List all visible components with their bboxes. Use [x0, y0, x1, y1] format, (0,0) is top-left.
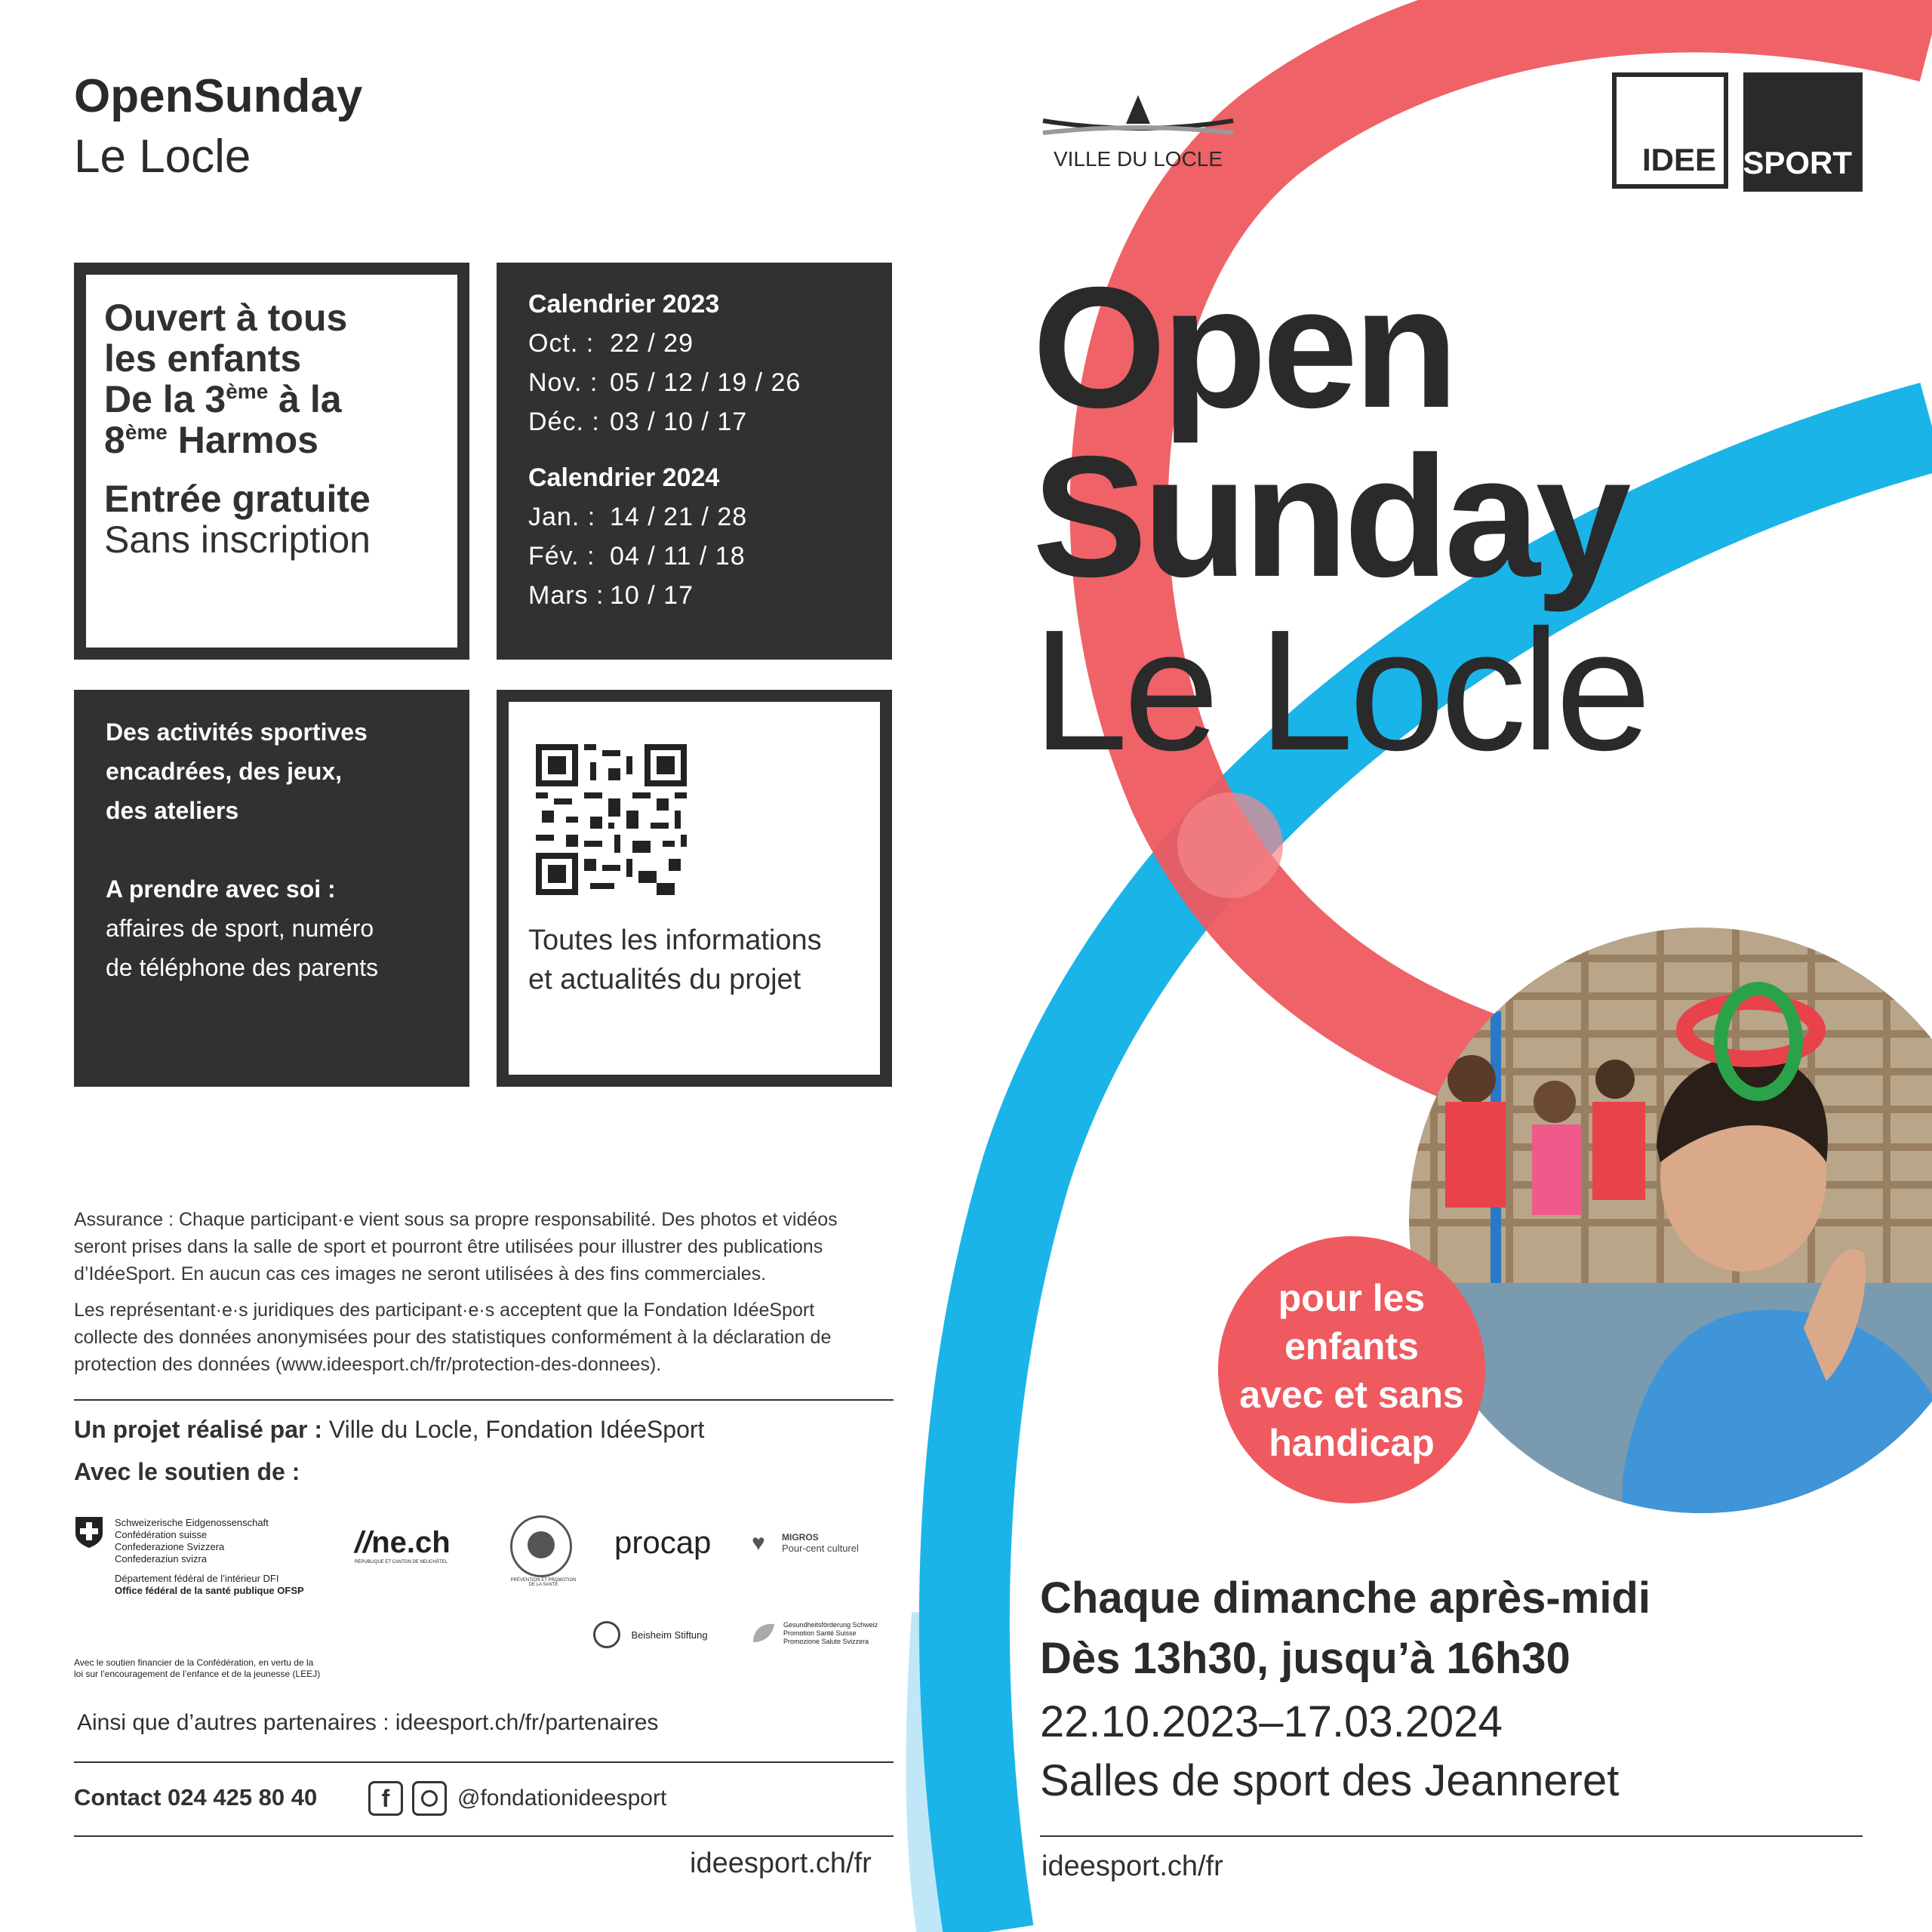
facebook-icon[interactable]: f [368, 1781, 403, 1816]
legal-text [74, 1206, 897, 1378]
legal-line: d’IdéeSport. En aucun cas ces images ne seront utilisées à des fins commerciales. [74, 1263, 767, 1284]
qr-code-icon[interactable] [536, 744, 687, 895]
confed-text: Schweizerische Eidgenossenschaft Confédération suisse Confederazione Svizzera Confederaziun svizra Département fédéral de l’intérieur DFI Office fédéral de la santé publique OFSP [115, 1517, 304, 1596]
partners-text: Ainsi que d’autres partenaires : ideesport.ch/fr/partenaires [77, 1710, 659, 1735]
hero-open: Open [1032, 252, 1454, 444]
idee-logo: IDEE [1612, 72, 1728, 189]
instagram-icon[interactable] [412, 1781, 447, 1816]
hero-city: Le Locle [1032, 595, 1647, 786]
divider [74, 1835, 894, 1837]
gesundheitsfoerderung-logo: Gesundheitsförderung Schweiz Promotion Santé Suisse Promozione Salute Svizzera [750, 1620, 777, 1651]
divider [1040, 1835, 1863, 1837]
sport-logo: SPORT [1743, 72, 1863, 192]
divider [74, 1399, 894, 1401]
schedule-venue: Salles de sport des Jeanneret [1040, 1756, 1620, 1805]
calendar-2023-title: Calendrier 2023 [528, 290, 720, 318]
prevention-logo: PRÉVENTION ET PROMOTION DE LA SANTÉ [510, 1515, 572, 1577]
no-registration: Sans inscription [104, 518, 371, 561]
schedule-dates: 22.10.2023–17.03.2024 [1040, 1697, 1503, 1746]
ring-overlap [1177, 792, 1283, 898]
divider [74, 1761, 894, 1763]
activities-line-1: Des activités sportives [106, 718, 368, 746]
procap-logo: procap [614, 1524, 712, 1560]
header-subtitle: Le Locle [74, 131, 251, 183]
legal-line: seront prises dans la salle de sport et pourront être utilisées pour illustrer des publications [74, 1236, 823, 1257]
legal-line: collecte des données anonymisées pour des statistiques conformément à la déclaration de [74, 1327, 832, 1348]
nech-logo: //ne.ch RÉPUBLIQUE ET CANTON DE NEUCHÂTEL [355, 1526, 451, 1564]
intro-line-2: les enfants [104, 337, 302, 380]
calendar-row: Nov. : 05 / 12 / 19 / 26 [528, 368, 801, 397]
intro-line-3: De la 3ème à la [104, 378, 342, 420]
qr-caption: Toutes les informations et actualités du projet [528, 924, 822, 995]
calendar-row: Jan. : 14 / 21 / 28 [528, 503, 748, 531]
schedule-time: Dès 13h30, jusqu’à 16h30 [1040, 1634, 1571, 1683]
contact-phone: Contact 024 425 80 40 [74, 1784, 318, 1810]
migros-logo: ♥ MIGROS Pour-cent culturel [752, 1531, 859, 1555]
intro-line-1: Ouvert à tous [104, 297, 348, 339]
schedule-day: Chaque dimanche après-midi [1040, 1574, 1651, 1623]
leaf-icon [750, 1620, 777, 1647]
calendar-row: Mars : 10 / 17 [528, 581, 694, 610]
hero-sunday: Sunday [1032, 421, 1627, 613]
support-label: Avec le soutien de : [74, 1458, 300, 1485]
activities-box [74, 690, 469, 1087]
calendar-2024-title: Calendrier 2024 [528, 463, 720, 492]
bring-title: A prendre avec soi : [106, 875, 336, 903]
calendar-box [497, 263, 892, 660]
social-handle[interactable]: @fondationideesport [457, 1786, 667, 1810]
activities-line-2: encadrées, des jeux, [106, 758, 343, 785]
swiss-shield-icon [74, 1515, 104, 1549]
intro-line-4: 8ème Harmos [104, 419, 318, 461]
swiss-confederation-logo [74, 1515, 104, 1552]
entry-free: Entrée gratuite [104, 478, 371, 520]
bring-line-1: affaires de sport, numéro [106, 915, 374, 942]
calendar-row: Déc. : 03 / 10 / 17 [528, 408, 748, 436]
inclusion-badge: pour les enfants avec et sans handicap [1218, 1236, 1485, 1503]
leej-text: Avec le soutien financier de la Confédération, en vertu de la loi sur l’encouragement de l’enfance et de la jeunesse (LEEJ) [74, 1657, 321, 1679]
ville-du-locle-logo: VILLE DU LOCLE [1041, 94, 1235, 171]
intro-box [74, 263, 469, 660]
project-credit: Un projet réalisé par : Ville du Locle, Fondation IdéeSport [74, 1416, 705, 1443]
beisheim-logo: Beisheim Stiftung [593, 1621, 708, 1648]
qr-box [497, 690, 892, 1087]
legal-line: Les représentant·e·s juridiques des participant·e·s acceptent que la Fondation IdéeSport [74, 1300, 815, 1321]
website-url-right[interactable]: ideesport.ch/fr [1041, 1850, 1223, 1882]
legal-line: Assurance : Chaque participant·e vient sous sa propre responsabilité. Des photos et vidéos [74, 1209, 838, 1230]
calendar-row: Oct. : 22 / 29 [528, 329, 694, 358]
activities-line-3: des ateliers [106, 797, 239, 824]
ville-mountain-icon [1041, 94, 1235, 146]
website-url-left[interactable]: ideesport.ch/fr [690, 1847, 872, 1879]
header-title: OpenSunday [74, 70, 363, 122]
legal-line: protection des données (www.ideesport.ch/fr/protection-des-donnees). [74, 1354, 662, 1375]
heart-icon: ♥ [752, 1531, 765, 1555]
calendar-row: Fév. : 04 / 11 / 18 [528, 542, 746, 571]
bring-line-2: de téléphone des parents [106, 954, 379, 981]
